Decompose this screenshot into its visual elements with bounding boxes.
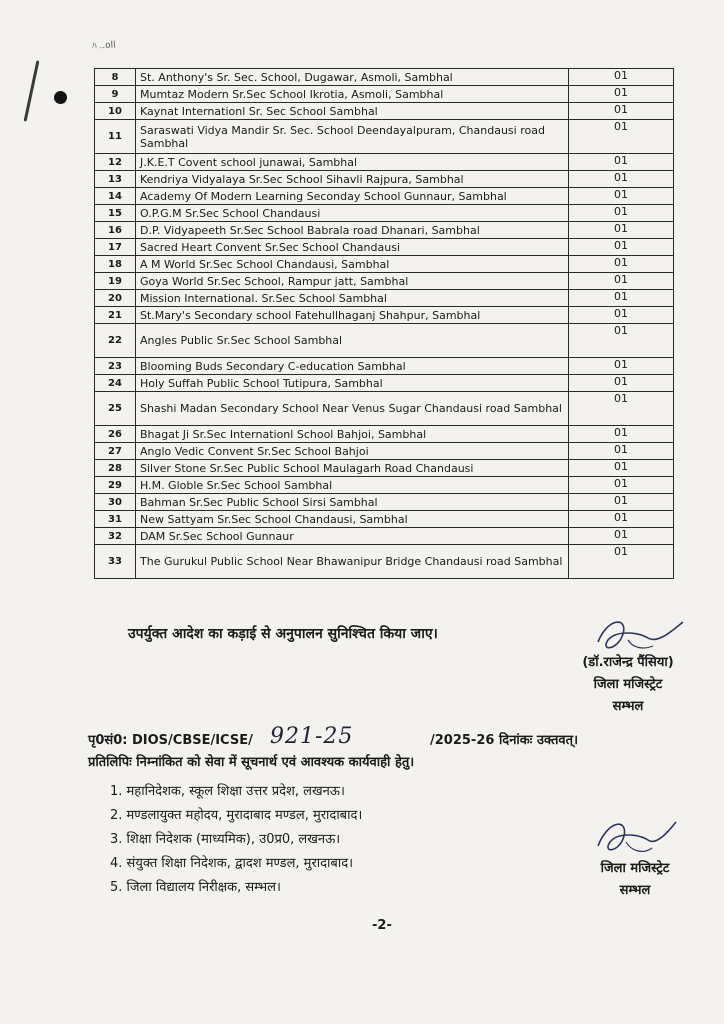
school-name: Mumtaz Modern Sr.Sec School Ikrotia, Asmoli, Sambhal [136, 86, 569, 103]
school-name: Silver Stone Sr.Sec Public School Maulagarh Road Chandausi [136, 460, 569, 477]
table-row [95, 358, 674, 375]
allotted-count: 01 [569, 477, 674, 494]
row-number: 10 [95, 103, 136, 120]
signature-image [590, 812, 680, 862]
allotted-count: 01 [569, 443, 674, 460]
allotted-count: 01 [569, 205, 674, 222]
school-name: A M World Sr.Sec School Chandausi, Sambhal [136, 256, 569, 273]
allotted-count: 01 [569, 188, 674, 205]
allotted-count: 01 [569, 375, 674, 392]
signatory2-place: सम्भल [619, 883, 651, 898]
table-row [95, 120, 674, 154]
reference-prefix: पृ0सं0: DIOS/CBSE/ICSE/ [88, 733, 253, 748]
row-number: 15 [95, 205, 136, 222]
school-name: Mission International. Sr.Sec School Sambhal [136, 290, 569, 307]
table-row [95, 545, 674, 579]
recipient-item: 3. शिक्षा निदेशक (माध्यमिक), उ0प्र0, लखनऊ। [110, 832, 341, 847]
recipient-item: 1. महानिदेशक, स्कूल शिक्षा उत्तर प्रदेश, लखनऊ। [110, 784, 345, 799]
allotted-count: 01 [569, 120, 674, 154]
allotted-count: 01 [569, 256, 674, 273]
reference-suffix: /2025-26 दिनांकः उक्तवत्। [430, 733, 578, 748]
row-number: 8 [95, 69, 136, 86]
school-name: St. Anthony's Sr. Sec. School, Dugawar, Asmoli, Sambhal [136, 69, 569, 86]
allotted-count: 01 [569, 392, 674, 426]
row-number: 9 [95, 86, 136, 103]
row-number: 33 [95, 545, 136, 579]
table-row [95, 69, 674, 86]
row-number: 31 [95, 511, 136, 528]
row-number: 21 [95, 307, 136, 324]
allotted-count: 01 [569, 239, 674, 256]
allotted-count: 01 [569, 324, 674, 358]
table-row [95, 171, 674, 188]
table-row [95, 154, 674, 171]
allotted-count: 01 [569, 426, 674, 443]
table-row [95, 511, 674, 528]
school-name: Anglo Vedic Convent Sr.Sec School Bahjoi [136, 443, 569, 460]
table-row [95, 426, 674, 443]
margin-mark [24, 60, 40, 121]
table-row [95, 494, 674, 511]
allotted-count: 01 [569, 528, 674, 545]
schools-table-body [95, 69, 674, 579]
allotted-count: 01 [569, 494, 674, 511]
allotted-count: 01 [569, 171, 674, 188]
table-row [95, 239, 674, 256]
allotted-count: 01 [569, 358, 674, 375]
table-row [95, 460, 674, 477]
allotted-count: 01 [569, 69, 674, 86]
school-name: J.K.E.T Covent school junawai, Sambhal [136, 154, 569, 171]
school-name: Goya World Sr.Sec School, Rampur jatt, Sambhal [136, 273, 569, 290]
row-number: 22 [95, 324, 136, 358]
school-name: DAM Sr.Sec School Gunnaur [136, 528, 569, 545]
table-row [95, 477, 674, 494]
signature-block [558, 652, 698, 714]
row-number: 25 [95, 392, 136, 426]
schools-table [94, 68, 674, 579]
row-number: 23 [95, 358, 136, 375]
school-name: The Gurukul Public School Near Bhawanipur Bridge Chandausi road Sambhal [136, 545, 569, 579]
school-name: Sacred Heart Convent Sr.Sec School Chandausi [136, 239, 569, 256]
signatory-title: जिला मजिस्ट्रेट [593, 677, 663, 692]
table-row [95, 256, 674, 273]
row-number: 14 [95, 188, 136, 205]
allotted-count: 01 [569, 103, 674, 120]
allotted-count: 01 [569, 290, 674, 307]
school-name: Bahman Sr.Sec Public School Sirsi Sambhal [136, 494, 569, 511]
school-name: O.P.G.M Sr.Sec School Chandausi [136, 205, 569, 222]
school-name: H.M. Globle Sr.Sec School Sambhal [136, 477, 569, 494]
table-row [95, 103, 674, 120]
table-row [95, 188, 674, 205]
signatory-name: (डॉ.राजेन्द्र पैंसिया) [582, 655, 674, 670]
reference-handwritten: 921-25 [270, 724, 354, 749]
row-number: 17 [95, 239, 136, 256]
allotted-count: 01 [569, 307, 674, 324]
school-name: Kendriya Vidyalaya Sr.Sec School Sihavli Rajpura, Sambhal [136, 171, 569, 188]
school-name: Academy Of Modern Learning Seconday School Gunnaur, Sambhal [136, 188, 569, 205]
school-name: Kaynat Internationl Sr. Sec School Sambhal [136, 103, 569, 120]
table-row [95, 222, 674, 239]
school-name: Bhagat Ji Sr.Sec Internationl School Bahjoi, Sambhal [136, 426, 569, 443]
allotted-count: 01 [569, 273, 674, 290]
school-name: Blooming Buds Secondary C-education Sambhal [136, 358, 569, 375]
allotted-count: 01 [569, 460, 674, 477]
table-row [95, 205, 674, 222]
school-name: New Sattyam Sr.Sec School Chandausi, Sambhal [136, 511, 569, 528]
page-number: -2- [372, 918, 392, 933]
table-row [95, 324, 674, 358]
school-name: Holy Suffah Public School Tutipura, Sambhal [136, 375, 569, 392]
row-number: 20 [95, 290, 136, 307]
table-row [95, 273, 674, 290]
table-row [95, 290, 674, 307]
recipient-item: 4. संयुक्त शिक्षा निदेशक, द्वादश मण्डल, मुरादाबाद। [110, 856, 354, 871]
table-row [95, 86, 674, 103]
row-number: 12 [95, 154, 136, 171]
signature-block-2 [570, 858, 700, 898]
school-name: D.P. Vidyapeeth Sr.Sec School Babrala road Dhanari, Sambhal [136, 222, 569, 239]
row-number: 24 [95, 375, 136, 392]
copy-to-heading: प्रतिलिपिः निम्नांकित को सेवा में सूचनार्थ एवं आवश्यक कार्यवाही हेतु। [88, 755, 415, 770]
row-number: 16 [95, 222, 136, 239]
allotted-count: 01 [569, 154, 674, 171]
table-row [95, 392, 674, 426]
row-number: 26 [95, 426, 136, 443]
row-number: 29 [95, 477, 136, 494]
header-scrawl: ﾊ ..oll [91, 40, 116, 52]
row-number: 11 [95, 120, 136, 154]
signatory-place: सम्भल [612, 699, 644, 714]
row-number: 28 [95, 460, 136, 477]
school-name: Angles Public Sr.Sec School Sambhal [136, 324, 569, 358]
row-number: 27 [95, 443, 136, 460]
signatory2-title: जिला मजिस्ट्रेट [600, 861, 670, 876]
school-name: Saraswati Vidya Mandir Sr. Sec. School Deendayalpuram, Chandausi road Sambhal [136, 120, 569, 154]
table-row [95, 443, 674, 460]
school-name: St.Mary's Secondary school Fatehullhaganj Shahpur, Sambhal [136, 307, 569, 324]
table-row [95, 307, 674, 324]
table-row [95, 528, 674, 545]
order-text: उपर्युक्त आदेश का कड़ाई से अनुपालन सुनिश्चित किया जाए। [128, 626, 438, 642]
row-number: 30 [95, 494, 136, 511]
row-number: 13 [95, 171, 136, 188]
recipients-list [110, 780, 362, 900]
row-number: 32 [95, 528, 136, 545]
punch-hole [54, 91, 67, 104]
table-row [95, 375, 674, 392]
allotted-count: 01 [569, 222, 674, 239]
allotted-count: 01 [569, 545, 674, 579]
recipient-item: 5. जिला विद्यालय निरीक्षक, सम्भल। [110, 880, 281, 895]
school-name: Shashi Madan Secondary School Near Venus Sugar Chandausi road Sambhal [136, 392, 569, 426]
allotted-count: 01 [569, 511, 674, 528]
allotted-count: 01 [569, 86, 674, 103]
recipient-item: 2. मण्डलायुक्त महोदय, मुरादाबाद मण्डल, मुरादाबाद। [110, 808, 363, 823]
row-number: 19 [95, 273, 136, 290]
row-number: 18 [95, 256, 136, 273]
